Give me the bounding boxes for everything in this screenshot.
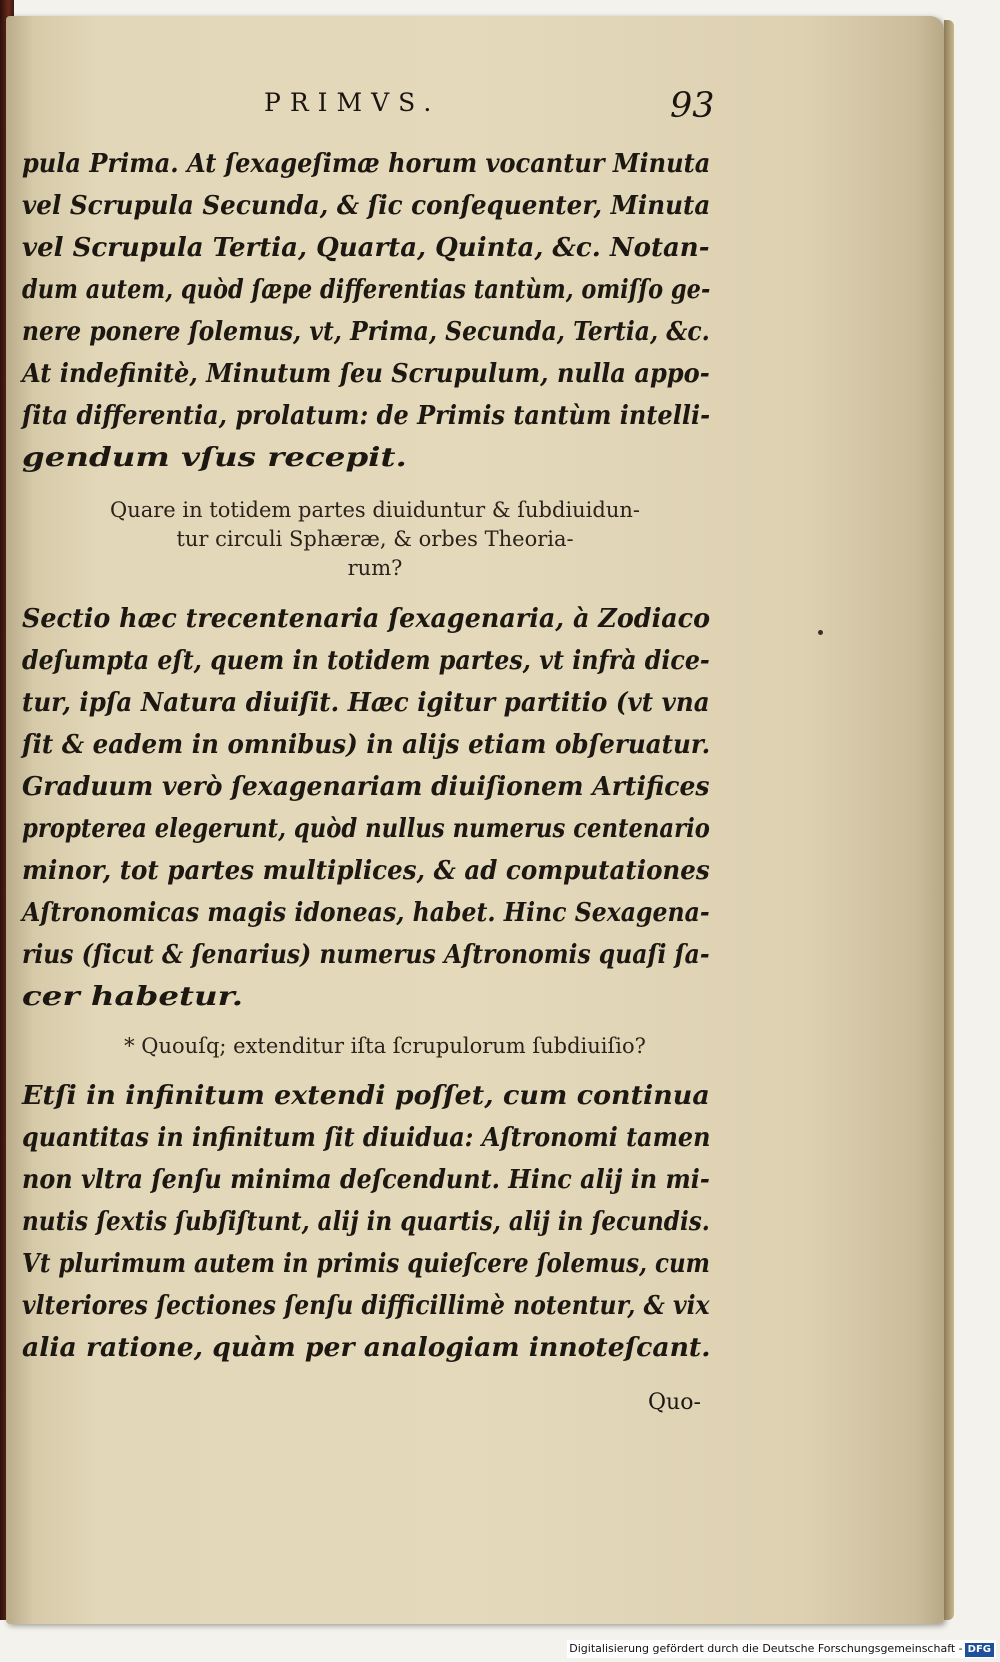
text-line: vel Scrupula Secunda, & ſic conſequenter, Minuta — [22, 191, 711, 221]
paper-speck — [818, 630, 823, 635]
question-line: * Quouſq; extenditur iſta ſcrupulorum ſubdiuiſio? — [124, 1034, 646, 1058]
paragraph-3 — [22, 1075, 710, 1369]
text-line: rius (ſicut & ſenarius) numerus Aſtronomis quaſi ſa- — [22, 940, 710, 970]
text-line: Vt plurimum autem in primis quieſcere ſolemus, cum — [22, 1249, 710, 1279]
question-line: Quare in totidem partes diuiduntur & ſubdiuidun- — [109, 498, 640, 522]
text-line: ſit & eadem in omnibus) in alijs etiam obſeruatur. — [22, 730, 711, 760]
text-line: dum autem, quòd ſæpe differentias tantùm, omiſſo ge- — [22, 275, 711, 305]
digitization-credit — [567, 1640, 996, 1658]
text-line: propterea elegerunt, quòd nullus numerus centenario — [22, 814, 710, 844]
catchword: Quo- — [648, 1390, 701, 1415]
question-line: rum? — [347, 556, 403, 580]
credit-text: Digitalisierung gefördert durch die Deutsche Forschungsgemeinschaft - — [569, 1642, 963, 1655]
text-line: tur, ipſa Natura diuiſit. Hæc igitur partitio (vt vna — [22, 688, 710, 718]
dfg-logo-icon: DFG — [965, 1643, 994, 1657]
text-line: vlteriores ſectiones ſenſu difficillimè notentur, & vix — [22, 1291, 710, 1321]
page-number: 93 — [670, 86, 715, 126]
text-line: Sectio hæc trecentenaria ſexagenaria, à Zodiaco — [22, 604, 711, 634]
text-line: ſita differentia, prolatum: de Primis tantùm intelli- — [22, 401, 711, 431]
paragraph-1 — [22, 143, 710, 479]
text-line: pula Prima. At ſexageſimæ horum vocantur Minuta — [22, 149, 711, 179]
text-line: At indefinitè, Minutum ſeu Scrupulum, nulla appo- — [22, 359, 710, 389]
paragraph-2 — [22, 598, 710, 1018]
text-line: non vltra ſenſu minima deſcendunt. Hinc alij in mi- — [22, 1165, 710, 1195]
text-line: quantitas in infinitum ſit diuidua: Aſtronomi tamen — [22, 1123, 711, 1153]
text-line: Aſtronomicas magis idoneas, habet. Hinc Sexagena- — [22, 898, 710, 928]
text-line: minor, tot partes multiplices, & ad computationes — [22, 856, 710, 886]
text-line: cer habetur. — [22, 982, 244, 1012]
text-line: Etſi in infinitum extendi poſſet, cum continua — [22, 1081, 710, 1111]
text-line: deſumpta eſt, quem in totidem partes, vt infrà dice- — [22, 646, 710, 676]
text-line: gendum vſus recepit. — [22, 443, 407, 473]
text-line: nutis ſextis ſubſiſtunt, alij in quartis, alij in ſecundis. — [22, 1207, 710, 1237]
text-line: vel Scrupula Tertia, Quarta, Quinta, &c. Notan- — [22, 233, 710, 263]
text-line: Graduum verò ſexagenariam diuiſionem Artifices — [22, 772, 710, 802]
question-line: tur circuli Sphæræ, & orbes Theoria- — [176, 527, 574, 551]
question-heading-2 — [60, 1032, 710, 1061]
question-heading-1 — [40, 496, 710, 583]
text-line: nere ponere ſolemus, vt, Prima, Secunda, Tertia, &c. — [22, 317, 710, 347]
running-head: PRIMVS. — [264, 88, 441, 117]
text-line: alia ratione, quàm per analogiam innoteſcant. — [22, 1333, 711, 1363]
